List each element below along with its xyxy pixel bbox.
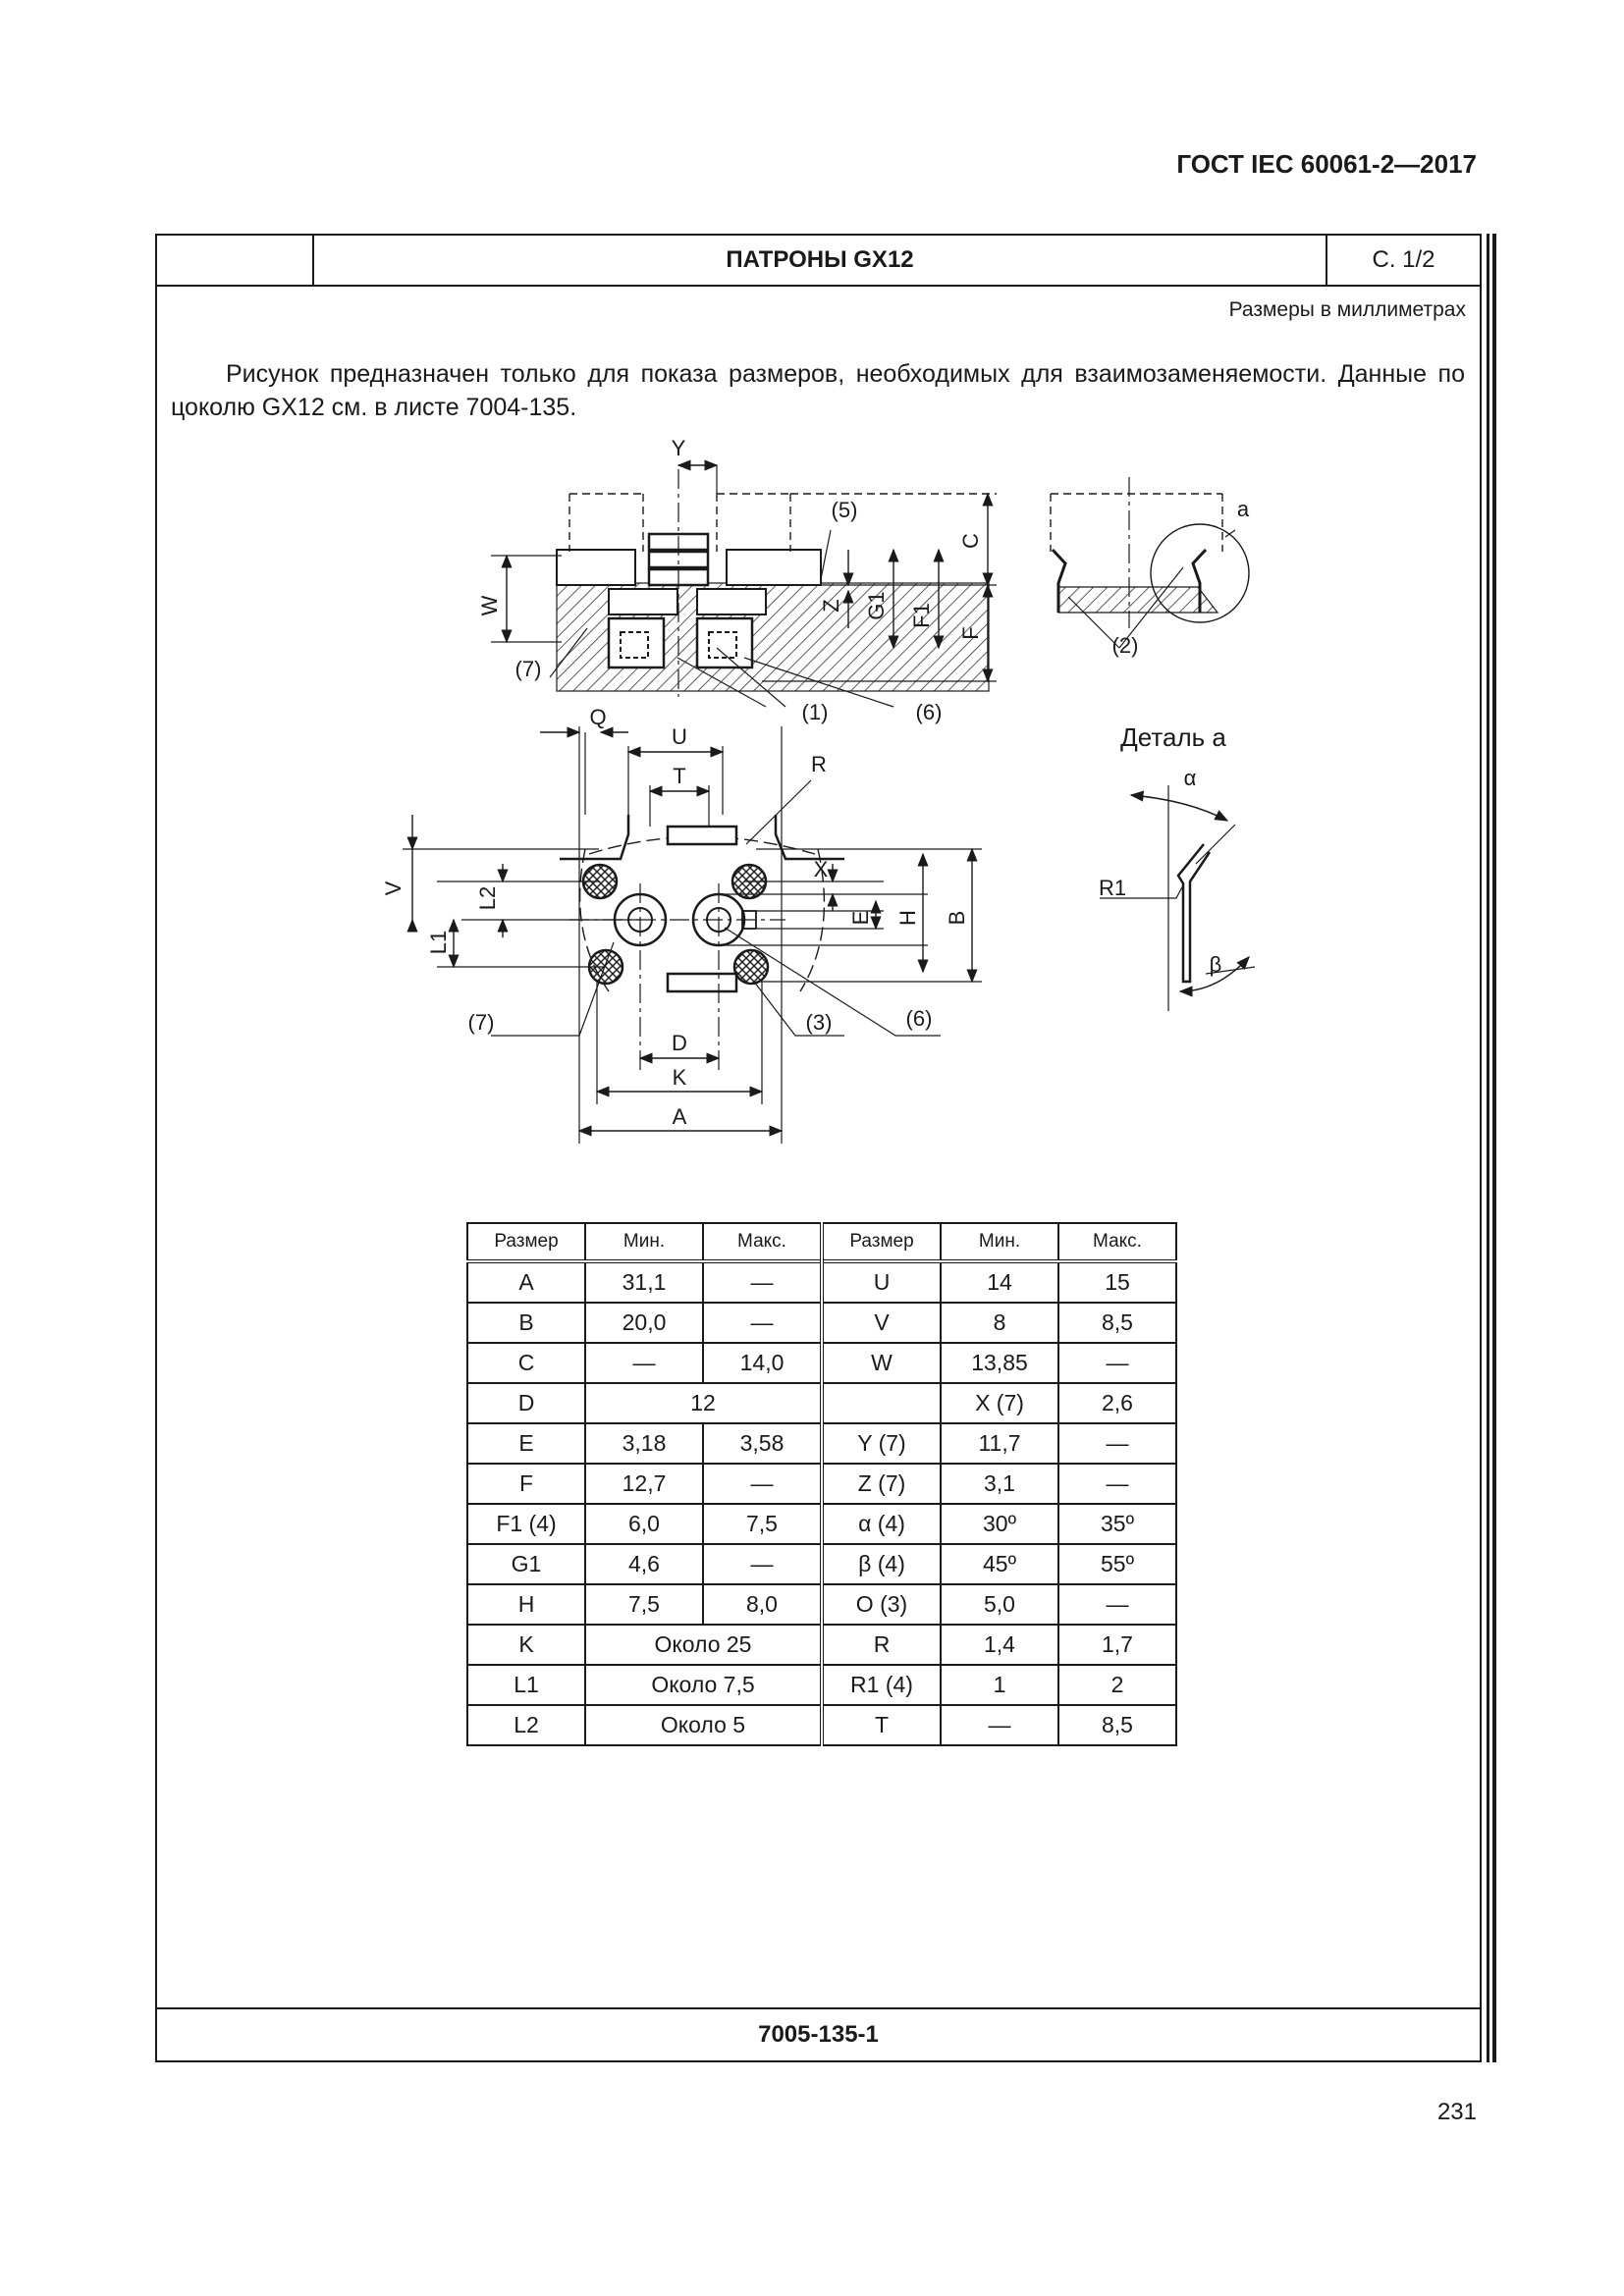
table-row [467,1625,1176,1665]
dim-label-V: V [381,881,406,896]
dim-label-Q: Q [589,705,607,729]
table-cell: 15 [1058,1261,1176,1303]
sheet-number: С. 1/2 [1372,246,1435,273]
table-cell: L2 [467,1705,585,1745]
header-cell: Размер [822,1223,941,1261]
table-cell: 2,6 [1058,1383,1176,1423]
table-cell: — [1058,1464,1176,1504]
dim-label-D: D [672,1031,687,1055]
table-cell: X (7) [941,1383,1058,1423]
table-cell: H [467,1584,585,1625]
page-number: 231 [1436,2099,1477,2125]
table-cell: A [467,1261,585,1303]
dim-label-R: R [811,752,827,776]
sheet-title: ПАТРОНЫ GX12 [314,236,1327,285]
callout-2: (2) [1111,633,1139,658]
table-cell: 4,6 [585,1544,703,1584]
table-row [467,1423,1176,1464]
dim-label-U: U [672,724,687,749]
table-cell: Z (7) [822,1464,941,1504]
table-cell: 20,0 [585,1303,703,1343]
callout-1: (1) [801,700,829,724]
table-cell: C [467,1343,585,1383]
table-cell: 8,5 [1058,1705,1176,1745]
table-cell: — [1058,1584,1176,1625]
dim-label-K: K [672,1065,687,1090]
callout-5: (5) [831,498,858,522]
table-cell: 6,0 [585,1504,703,1544]
table-cell: B [467,1303,585,1343]
dim-label-B: B [945,910,969,926]
dim-label-E: E [848,910,873,926]
table-cell: 1,7 [1058,1625,1176,1665]
intro-paragraph: Рисунок предназначен только для показа размеров, необходимых для взаимозаменяемости. Данные по цоколю GX12 см. в листе 7004-135. [171,360,1465,421]
table-cell-merged: 12 [585,1383,822,1423]
table-cell: 7,5 [585,1584,703,1625]
table-cell: α (4) [822,1504,941,1544]
table-row [467,1261,1176,1303]
table-cell: D [467,1383,585,1423]
table-row [467,1584,1176,1625]
table-cell: L1 [467,1665,585,1705]
table-cell: W [822,1343,941,1383]
table-cell: F [467,1464,585,1504]
dim-label-T: T [673,764,686,788]
table-cell: 2 [1058,1665,1176,1705]
table-cell [822,1383,941,1423]
angle-label-beta: β [1209,952,1222,977]
table-cell: 3,58 [703,1423,822,1464]
dim-label-Z: Z [819,599,843,613]
table-cell: 5,0 [941,1584,1058,1625]
table-cell: β (4) [822,1544,941,1584]
dim-label-H: H [895,910,920,926]
dim-label-F1: F1 [909,603,934,628]
header-cell: Мин. [941,1223,1058,1261]
units-note: Размеры в миллиметрах [1228,298,1466,321]
dim-label-L1: L1 [426,930,451,955]
dimensions-table [466,1222,1177,1746]
standard-number: ГОСТ IEC 60061-2—2017 [1176,149,1477,179]
table-row [467,1303,1176,1343]
callout-3: (3) [805,1010,833,1035]
table-header-row [467,1223,1176,1261]
table-cell: 35º [1058,1504,1176,1544]
table-cell-merged: Около 25 [585,1625,822,1665]
table-cell-merged: Около 5 [585,1705,822,1745]
dim-label-Y: Y [671,436,686,460]
table-cell: — [585,1343,703,1383]
table-cell: Y (7) [822,1423,941,1464]
table-cell: T [822,1705,941,1745]
header-cell: Макс. [1058,1223,1176,1261]
table-cell: 8 [941,1303,1058,1343]
plan-view [403,726,982,1144]
callout-7-plan: (7) [467,1010,495,1035]
table-cell: O (3) [822,1584,941,1625]
table-cell: U [822,1261,941,1303]
table-cell: 13,85 [941,1343,1058,1383]
table-cell: 11,7 [941,1423,1058,1464]
table-cell: 12,7 [585,1464,703,1504]
table-row [467,1504,1176,1544]
side-section-view [491,465,997,707]
dim-label-W: W [477,595,502,616]
table-cell: 1,4 [941,1625,1058,1665]
table-cell: V [822,1303,941,1343]
dim-label-C: C [958,533,983,549]
table-cell: R1 (4) [822,1665,941,1705]
table-cell: G1 [467,1544,585,1584]
table-cell: — [703,1464,822,1504]
angle-label-alpha: α [1183,766,1197,790]
sheet-code: 7005-135-1 [157,2007,1480,2060]
header-cell: Мин. [585,1223,703,1261]
callout-6-plan: (6) [905,1006,933,1031]
table-cell: E [467,1423,585,1464]
dim-label-R1: R1 [1098,876,1127,900]
table-row [467,1464,1176,1504]
dim-label-A: A [672,1104,687,1129]
callout-7-top: (7) [514,657,542,681]
table-cell: 3,18 [585,1423,703,1464]
table-cell: R [822,1625,941,1665]
dim-label-F: F [958,626,983,640]
header-cell: Макс. [703,1223,822,1261]
table-cell: K [467,1625,585,1665]
table-cell: 14,0 [703,1343,822,1383]
header-cell: Размер [467,1223,585,1261]
table-cell: — [703,1261,822,1303]
contact-side-view [1051,477,1249,648]
table-cell: 45º [941,1544,1058,1584]
table-cell: — [703,1544,822,1584]
table-row [467,1544,1176,1584]
table-row [467,1705,1176,1745]
table-cell: — [1058,1423,1176,1464]
table-cell: 8,0 [703,1584,822,1625]
table-cell: — [1058,1343,1176,1383]
table-cell: 3,1 [941,1464,1058,1504]
dim-label-G1: G1 [864,591,889,620]
table-cell: 7,5 [703,1504,822,1544]
table-cell: 8,5 [1058,1303,1176,1343]
table-cell: — [941,1705,1058,1745]
table-row [467,1665,1176,1705]
callout-6-top: (6) [915,700,943,724]
dim-label-X: X [813,857,829,881]
table-cell: 31,1 [585,1261,703,1303]
table-row [467,1383,1176,1423]
table-cell: 30º [941,1504,1058,1544]
table-row [467,1343,1176,1383]
detail-callout-a: a [1236,497,1250,521]
table-cell-merged: Около 7,5 [585,1665,822,1705]
detail-title: Деталь a [1120,722,1226,752]
table-cell: 14 [941,1261,1058,1303]
table-cell: 1 [941,1665,1058,1705]
dim-label-L2: L2 [475,885,500,911]
table-cell: — [703,1303,822,1343]
table-cell: F1 (4) [467,1504,585,1544]
table-cell: 55º [1058,1544,1176,1584]
